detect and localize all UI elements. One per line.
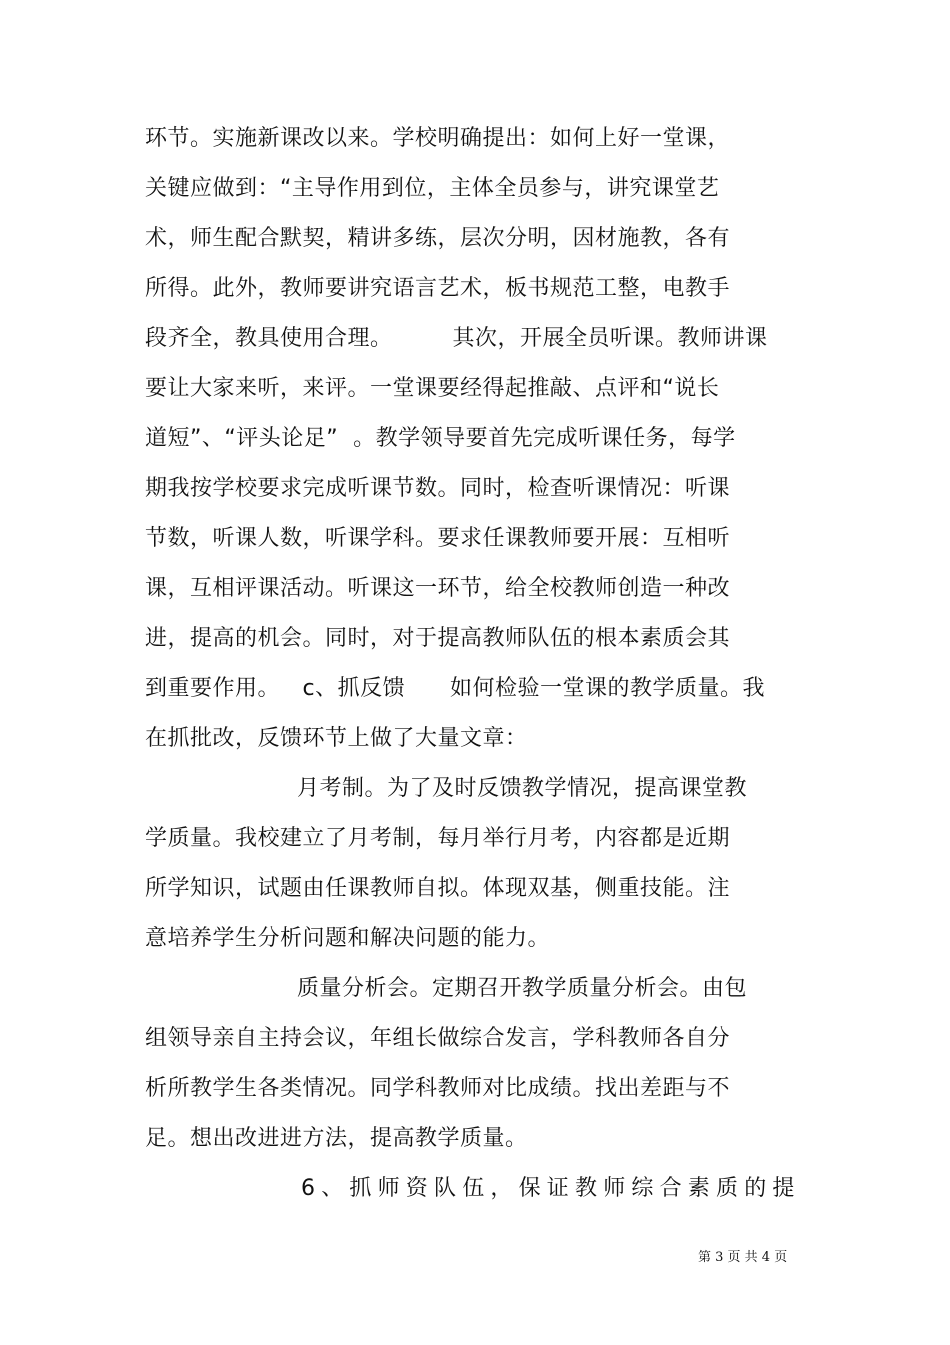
text-line: 足。想出改进进方法，提高教学质量。 [145,1126,528,1151]
text-line: 段齐全，教具使用合理。 其次，开展全员听课。教师讲课 [145,326,768,351]
text-line: 组领导亲自主持会议，年组长做综合发言，学科教师各自分 [145,1026,731,1051]
text-line: 月考制。为了及时反馈教学情况，提高课堂教 [297,776,748,801]
page-number: 第 3 页 共 4 页 [698,1250,788,1265]
text-line: 关键应做到：“主导作用到位，主体全员参与，讲究课堂艺 [145,176,720,201]
text-line: 节数，听课人数，听课学科。要求任课教师要开展：互相听 [145,526,731,551]
text-line: 环节。实施新课改以来。学校明确提出：如何上好一堂课， [145,126,731,151]
text-line: 析所教学生各类情况。同学科教师对比成绩。找出差距与不 [145,1076,731,1101]
text-line: 要让大家来听，来评。一堂课要经得起推敲、点评和“说长 [145,376,720,401]
text-line: 质量分析会。定期召开教学质量分析会。由包 [297,976,748,1001]
text-line: 学质量。我校建立了月考制，每月举行月考，内容都是近期 [145,826,731,851]
text-line: 课，互相评课活动。听课这一环节，给全校教师创造一种改 [145,576,731,601]
text-line: 道短”、“评头论足” 。教学领导要首先完成听课任务，每学 [145,426,736,451]
text-line: 到重要作用。 c、抓反馈 如何检验一堂课的教学质量。我 [145,676,766,701]
text-line: 在抓批改，反馈环节上做了大量文章： [145,726,528,751]
text-line: 期我按学校要求完成听课节数。同时，检查听课情况：听课 [145,476,731,501]
text-line: 6、抓师资队伍，保证教师综合素质的提 [301,1176,801,1201]
text-line: 意培养学生分析问题和解决问题的能力。 [145,926,551,951]
text-line: 所学知识，试题由任课教师自拟。体现双基，侧重技能。注 [145,876,731,901]
text-line: 所得。此外，教师要讲究语言艺术，板书规范工整，电教手 [145,276,731,301]
text-line: 进，提高的机会。同时，对于提高教师队伍的根本素质会其 [145,626,731,651]
text-line: 术，师生配合默契，精讲多练，层次分明，因材施教，各有 [145,226,731,251]
